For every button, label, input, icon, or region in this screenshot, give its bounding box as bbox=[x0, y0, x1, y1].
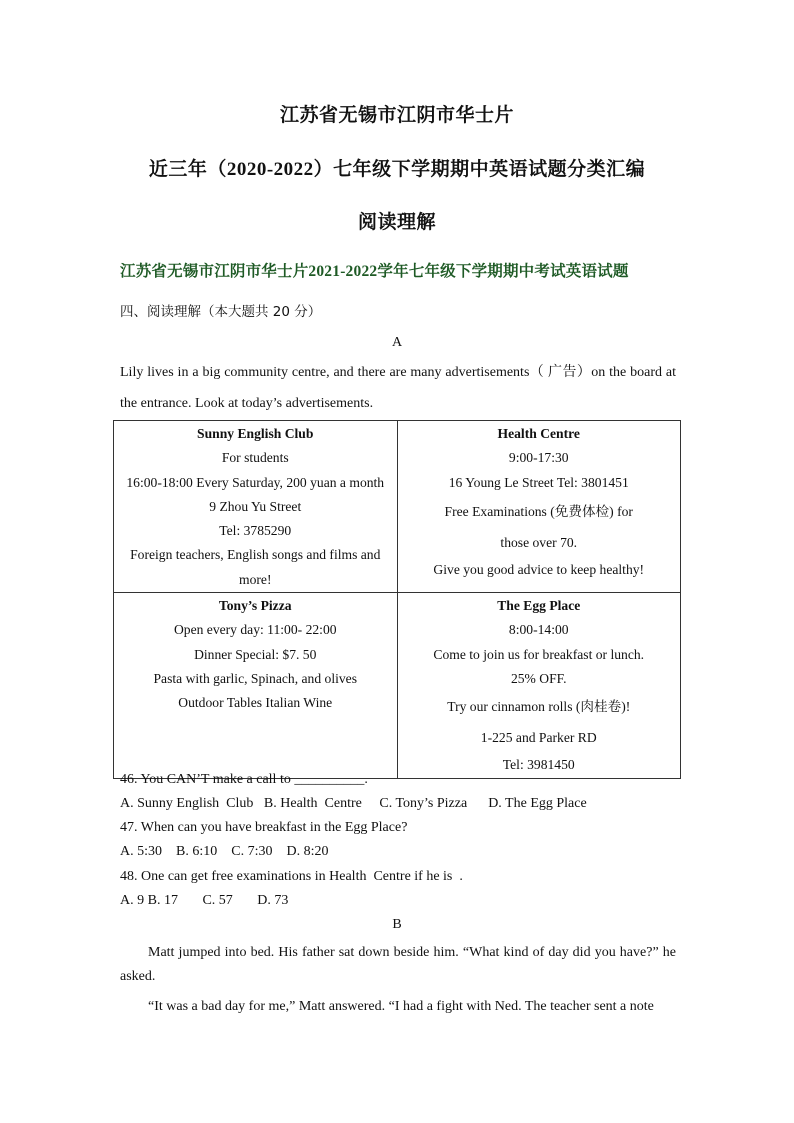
ad-line: 16:00-18:00 Every Saturday, 200 yuan a month bbox=[126, 474, 385, 490]
question-46-options: A. Sunny English Club B. Health Centre C. Tony’s Pizza D. The Egg Place bbox=[120, 796, 587, 811]
document-title-line-3: 阅读理解 bbox=[357, 212, 436, 233]
passage-a-label: A bbox=[391, 335, 403, 350]
question-48: 48. One can get free examinations in Health Centre if he is . bbox=[120, 869, 463, 884]
document-title-line-2: 近三年（2020-2022）七年级下学期期中英语试题分类汇编 bbox=[148, 159, 646, 180]
passage-b-paragraph-2: “It was a bad day for me,” Matt answered. “I had a fight with Ned. The teacher sent a note bbox=[148, 999, 654, 1014]
ad-line: those over 70. bbox=[500, 534, 578, 550]
ad-line: Free Examinations (免费体检) for bbox=[444, 503, 633, 519]
ad-line: Come to join us for breakfast or lunch. bbox=[433, 646, 645, 662]
source-exam-title: 江苏省无锡市江阴市华士片2021-2022学年七年级下学期期中考试英语试题 bbox=[120, 263, 629, 280]
passage-a-intro: Lily lives in a big community centre, and there are many advertisements（ 广告）on the board at the entrance. Look at today’s advertisements. bbox=[120, 365, 676, 411]
section-heading: 四、阅读理解（本大题共 20 分） bbox=[120, 304, 322, 320]
ad-line: Give you good advice to keep healthy! bbox=[433, 561, 645, 577]
ad-line: 16 Young Le Street Tel: 3801451 bbox=[448, 474, 629, 490]
question-47: 47. When can you have breakfast in the Egg Place? bbox=[120, 820, 408, 835]
ad-health-centre bbox=[397, 421, 681, 593]
ad-line: 8:00-14:00 bbox=[508, 622, 569, 638]
passage-b-label: B bbox=[392, 917, 402, 932]
document-title-line-1: 江苏省无锡市江阴市华士片 bbox=[279, 105, 514, 126]
ad-tonys-pizza bbox=[114, 593, 398, 778]
question-48-options: A. 9 B. 17 C. 57 D. 73 bbox=[120, 893, 289, 908]
ad-line: Outdoor Tables Italian Wine bbox=[178, 695, 333, 711]
ad-line: Try our cinnamon rolls (肉桂卷)! bbox=[447, 699, 631, 715]
ad-line: Open every day: 11:00- 22:00 bbox=[173, 622, 337, 638]
ad-line: 25% OFF. bbox=[510, 670, 567, 686]
ad-line: Dinner Special: $7. 50 bbox=[194, 646, 317, 662]
question-46: 46. You CAN’T make a call to __________. bbox=[120, 772, 368, 787]
ad-line: 1-225 and Parker RD bbox=[480, 730, 597, 746]
ad-the-egg-place bbox=[397, 593, 681, 778]
ad-line: 9:00-17:30 bbox=[508, 450, 569, 466]
ad-sunny-english-club bbox=[114, 421, 398, 593]
question-47-options: A. 5:30 B. 6:10 C. 7:30 D. 8:20 bbox=[120, 844, 329, 859]
ad-title: The Egg Place bbox=[497, 598, 581, 614]
passage-b-paragraph-1: Matt jumped into bed. His father sat down beside him. “What kind of day did you have?” he asked. bbox=[120, 945, 676, 984]
ad-line: Tel: 3785290 bbox=[219, 523, 292, 539]
ad-line: 9 Zhou Yu Street bbox=[209, 498, 302, 514]
ad-title: Sunny English Club bbox=[197, 426, 314, 441]
ad-line: Tel: 3981450 bbox=[502, 757, 575, 773]
ad-line: For students bbox=[221, 450, 289, 466]
advertisements-table bbox=[113, 420, 681, 779]
ad-line: Pasta with garlic, Spinach, and olives bbox=[153, 670, 357, 686]
ad-title: Tony’s Pizza bbox=[218, 598, 292, 614]
ad-title: Health Centre bbox=[497, 426, 580, 441]
ad-line: Foreign teachers, English songs and films and more! bbox=[130, 547, 381, 587]
